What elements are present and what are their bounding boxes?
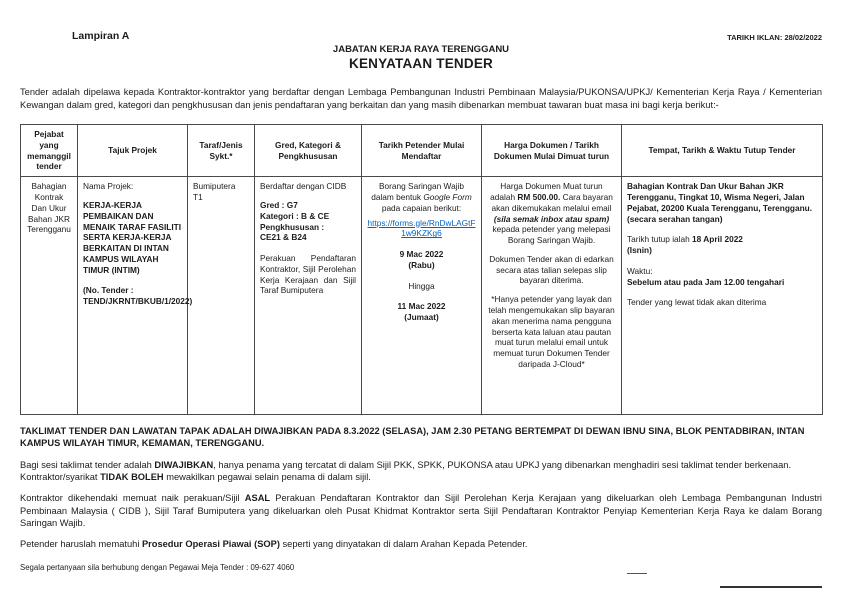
register-start-day: (Rabu) [408, 259, 435, 270]
header-gred: Gred, Kategori & Pengkhususan [255, 125, 362, 177]
text-segment: Bagi sesi taklimat tender adalah [20, 459, 155, 470]
taraf-line2: T1 [193, 192, 203, 202]
text-segment: seperti yang dinyatakan di dalam Arahan Kepada Petender. [279, 539, 528, 550]
text-segment: Harga Dokumen Muat turun adalah [490, 181, 603, 202]
advert-date-value: 28/02/2022 [784, 33, 822, 42]
text-segment: Borang Saringan Wajib dalam bentuk [371, 181, 464, 202]
sop-bold: Prosedur Operasi Piawai (SOP) [141, 539, 280, 550]
page-title: KENYATAAN TENDER [349, 56, 493, 71]
closing-day: (Isnin) [627, 245, 652, 256]
cell-tajuk-projek [78, 177, 193, 415]
kategori-value: Kategori : B & CE [260, 210, 330, 221]
hand-delivery-note: (secara serahan tangan) [627, 213, 723, 224]
asal-bold: ASAL [244, 493, 271, 504]
register-end-day: (Jumaat) [404, 312, 439, 323]
jcloud-note: *Hanya petender yang layak dan telah mengemukakan slip bayaran akan menerima nama pengguna berserta kata laluan atau pautan muat turun melalui email untuk memuat turun Dokumen Tender daripada J-Cloud* [488, 294, 615, 369]
closing-date: 18 April 2022 [692, 234, 743, 245]
advert-date [727, 30, 822, 42]
cell-tarikh-daftar [362, 177, 482, 415]
text-segment: mewakilkan pegawai selain penama di dalam sijil. [163, 472, 371, 483]
price-value: RM 500.00. [517, 192, 561, 202]
gred-value: Gred : G7 [260, 200, 298, 210]
department-title: JABATAN KERJA RAYA TERENGGANU [332, 44, 510, 55]
closing-time: Sebelum atau pada Jam 12.00 tengahari [627, 276, 785, 287]
project-name: KERJA-KERJA PEMBAIKAN DAN MENAIK TARAF FASILITI SERTA KERJA-KERJA BERKAITAN DI INTAN KAMPUS WILAYAH TIMUR (INTIM) [83, 200, 182, 275]
cell-gred [255, 177, 362, 415]
header-harga-dokumen: Harga Dokumen / Tarikh Dokumen Mulai Dimuat turun [482, 125, 622, 177]
google-form-link[interactable]: https://forms.gle/RnDwLAGtF1w9KZKg6 [367, 217, 476, 239]
pengkhususan-label: Pengkhususan : [260, 221, 325, 232]
taraf-line1: Bumiputera [193, 181, 236, 192]
lampiran-label: Lampiran A [72, 30, 130, 42]
intro-paragraph: Tender adalah dipelawa kepada Kontraktor-kontraktor yang berdaftar dengan Lembaga Pembangunan Industri Pembinaan Malaysia/PUKONSA/UPKJ/ Kementerian Kerja Raya / Kementerian Kewangan dalam gred, kategori dan pengkhususan dan jenis pendaftaran yang berkaitan dan yang masih dibenarkan membuat tawaran buat masa ini bagi kerja berikut:- [20, 87, 822, 110]
header-tajuk-projek: Tajuk Projek [78, 125, 188, 177]
cell-taraf [188, 177, 255, 415]
text-segment: , hanya penama yang tercatat di dalam Sijil PKK, SPKK, PUKONSA atau UPKJ yang dibenarkan menghadiri sesi taklimat tender berkenaan. Kontraktor/syarikat [20, 459, 792, 483]
pengkhususan-value: CE21 & B24 [260, 232, 307, 243]
header-row [21, 125, 823, 177]
borang-saringan-note [367, 181, 476, 213]
text-segment: kepada petender yang melepasi Borang Saringan Wajib. [492, 224, 611, 246]
perakuan-note: Perakuan Pendaftaran Kontraktor, Sijil Perolehan Kerja Kerajaan dan Sijil Taraf Bumiputera [260, 253, 356, 296]
text-segment: pada capaian berikut: [381, 202, 462, 213]
text-segment: Tarikh tutup ialah [627, 234, 693, 245]
tidak-boleh-bold: TIDAK BOLEH [100, 472, 164, 483]
tender-number: (No. Tender : TEND/JKRNT/BKUB/1/2022) [83, 285, 193, 307]
header-tarikh-daftar: Tarikh Petender Mulai Mendaftar [362, 125, 482, 177]
text-segment: Perakuan Pendaftaran Kontraktor dan Sijil Perolehan Kerja Kerajaan yang dikeluarkan oleh Lembaga Pembangunan Industri Pembinaan Malaysia ( CIDB ), Sijil Taraf Bumiputera yang dikeluarkan oleh Pusat Khidmat Kontraktor serta Sijil Pendaftaran Kontraktor Penyiap Kementerian Kerja Raya ke dalam Borang Saringan Wajib. [20, 493, 822, 528]
advert-date-label: TARIKH IKLAN: [727, 33, 783, 42]
waktu-label: Waktu: [627, 265, 653, 276]
late-tender-note: Tender yang lewat tidak akan diterima [627, 297, 767, 308]
enquiry-contact-note: Segala pertanyaan sila berhubung dengan Pegawai Meja Tender : 09-627 4060 [20, 563, 295, 573]
tender-table [20, 124, 823, 415]
scan-artifact-line [720, 586, 822, 588]
header-tempat-tutup: Tempat, Tarikh & Waktu Tutup Tender [622, 125, 823, 177]
header-taraf: Taraf/Jenis Sykt.* [188, 125, 255, 177]
diwajibkan-bold: DIWAJIBKAN [154, 459, 214, 470]
calling-office: Bahagian Kontrak Dan Ukur Bahan JKR Terengganu [27, 181, 71, 235]
briefing-attendance-note [20, 459, 822, 484]
document-price-note [487, 181, 616, 246]
google-form-text: Google Form [423, 192, 472, 202]
sop-note [20, 538, 822, 550]
tender-row [21, 177, 823, 415]
text-segment: Cara bayaran akan dikemukakan melalui email [491, 192, 613, 213]
top-row [20, 30, 822, 42]
closing-date-line [627, 234, 817, 245]
cell-tempat-tutup [622, 177, 823, 415]
register-end-date: 11 Mac 2022 [397, 301, 446, 312]
scan-artifact-line [627, 573, 647, 574]
cell-harga-dokumen [482, 177, 622, 415]
submission-address: Bahagian Kontrak Dan Ukur Bahan JKR Terengganu, Tingkat 10, Wisma Negeri, Jalan Pejabat, 20200 Kuala Terengganu, Terengganu. [627, 181, 813, 213]
header-pejabat: Pejabat yang memanggil tender [21, 125, 78, 177]
nama-projek-label: Nama Projek: [83, 181, 134, 192]
hingga-label: Hingga [408, 280, 435, 291]
online-distribution-note: Dokumen Tender akan di edarkan secara atas talian selepas slip bayaran diterima. [489, 253, 614, 286]
register-start-date: 9 Mac 2022 [399, 249, 444, 260]
text-segment: Kontraktor dikehendaki memuat naik perakuan/Sijil [20, 493, 245, 504]
text-segment: Petender haruslah mematuhi [20, 539, 142, 550]
inbox-spam-note: (sila semak inbox atau spam) [493, 213, 610, 224]
cidb-registration: Berdaftar dengan CIDB [260, 181, 347, 192]
briefing-site-visit-note: TAKLIMAT TENDER DAN LAWATAN TAPAK ADALAH DIWAJIBKAN PADA 8.3.2022 (SELASA), JAM 2.30 PETANG BERTEMPAT DI DEWAN IBNU SINA, BLOK PENTADBIRAN, INTAN KAMPUS WILAYAH TIMUR, KEMAMAN, TERENGGANU. [20, 426, 805, 449]
cell-pejabat [21, 177, 78, 415]
certificate-upload-note [20, 492, 822, 529]
